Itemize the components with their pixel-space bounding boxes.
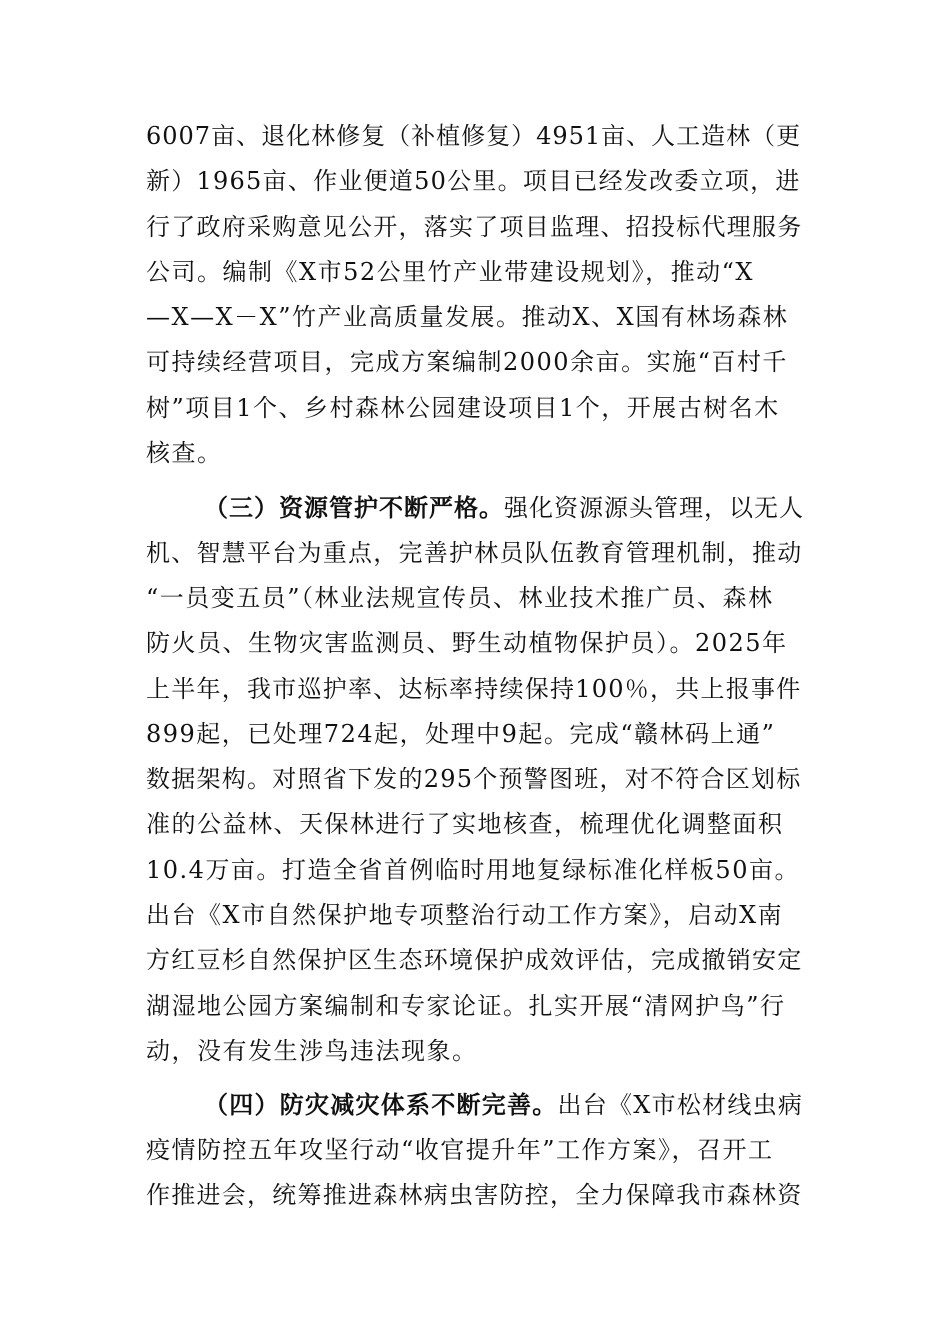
line-text: 作推进会，统筹推进森林病虫害防控，全力保障我市森林资 [146, 1180, 803, 1209]
text-line [146, 159, 806, 204]
text-line [146, 621, 806, 666]
line-text: 出台《X市自然保护地专项整治行动工作方案》，启动X南 [146, 901, 784, 930]
text-line [146, 757, 806, 802]
line-text: 公司。编制《X市52公里竹产业带建设规划》，推动“X [146, 257, 754, 286]
line-text: 出台《X市松材线虫病 [557, 1091, 804, 1120]
paragraph [146, 1082, 806, 1218]
text-line [146, 938, 806, 983]
section-heading: （三）资源管护不断严格。 [204, 493, 504, 523]
line-text: 机、智慧平台为重点，完善护林员队伍教育管理机制，推动 [146, 538, 803, 567]
line-text: “一员变五员”（林业法规宣传员、林业技术推广员、森林 [146, 583, 774, 612]
line-text: 新）1965亩、作业便道50公里。项目已经发改委立项，进 [146, 167, 801, 196]
document-body [146, 114, 806, 1218]
text-line [146, 1029, 806, 1074]
text-line [146, 386, 806, 431]
paragraph [146, 485, 806, 1074]
text-line [146, 250, 806, 295]
text-line [146, 802, 806, 847]
line-text: 方红豆杉自然保护区生态环境保护成效评估，完成撤销安定 [146, 946, 803, 975]
text-line [146, 667, 806, 712]
text-line [146, 531, 806, 576]
text-line [146, 848, 806, 893]
line-text: 疫情防控五年攻坚行动“收官提升年”工作方案》，召开工 [146, 1135, 774, 1164]
text-line [146, 431, 806, 476]
line-text: 核查。 [146, 439, 223, 468]
line-text: 数据架构。对照省下发的295个预警图班，对不符合区划标 [146, 765, 802, 794]
line-text: 湖湿地公园方案编制和专家论证。扎实开展“清网护鸟”行 [146, 991, 786, 1020]
line-text: —X—X－X”竹产业高质量发展。推动X、X国有林场森林 [146, 303, 789, 332]
text-line [146, 1128, 806, 1173]
text-line [146, 295, 806, 340]
text-line [146, 712, 806, 757]
text-line [146, 576, 806, 621]
line-text: 899起，已处理724起，处理中9起。完成“赣林码上通” [146, 719, 776, 748]
section-heading: （四）防灾减灾体系不断完善。 [204, 1090, 558, 1120]
line-text: 强化资源源头管理，以无人 [504, 494, 804, 523]
line-text: 行了政府采购意见公开，落实了项目监理、招投标代理服务 [146, 212, 803, 241]
text-line [146, 114, 806, 159]
line-text: 10.4万亩。打造全省首例临时用地复绿标准化样板50亩。 [146, 855, 800, 884]
line-text: 可持续经营项目，完成方案编制2000余亩。实施“百村千 [146, 348, 788, 377]
line-text: 动，没有发生涉鸟违法现象。 [146, 1036, 478, 1065]
line-text: 防火员、生物灾害监测员、野生动植物保护员）。2025年 [146, 629, 788, 658]
text-line [146, 485, 806, 530]
text-line [146, 1082, 806, 1127]
line-text: 准的公益林、天保林进行了实地核查，梳理优化调整面积 [146, 810, 784, 839]
text-line [146, 893, 806, 938]
text-line [146, 1173, 806, 1218]
paragraph [146, 114, 806, 476]
text-line [146, 340, 806, 385]
line-text: 上半年，我市巡护率、达标率持续保持100％，共上报事件 [146, 674, 802, 703]
line-text: 树”项目1个、乡村森林公园建设项目1个，开展古树名木 [146, 393, 780, 422]
line-text: 6007亩、退化林修复（补植修复）4951亩、人工造林（更 [146, 122, 802, 150]
text-line [146, 984, 806, 1029]
text-line [146, 205, 806, 250]
